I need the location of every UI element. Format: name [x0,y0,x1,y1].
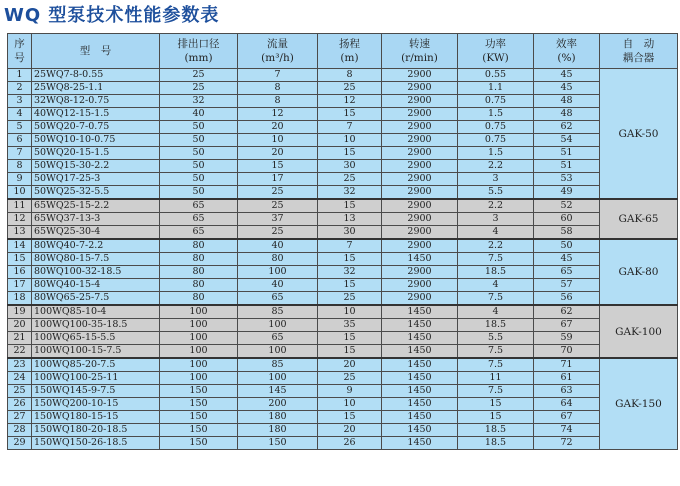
cell-power: 15 [458,398,534,411]
cell-flow: 20 [238,147,318,160]
cell-flow: 20 [238,121,318,134]
coupling-group-cell: GAK-100 [600,305,678,358]
cell-head: 9 [318,385,382,398]
cell-power: 0.55 [458,69,534,82]
cell-power: 1.5 [458,147,534,160]
table-row [8,239,678,253]
cell-outlet: 50 [160,147,238,160]
cell-outlet: 40 [160,108,238,121]
cell-head: 25 [318,292,382,306]
cell-speed: 1450 [382,424,458,437]
cell-flow: 25 [238,199,318,213]
cell-no: 28 [8,424,32,437]
cell-efficiency: 61 [534,372,600,385]
cell-no: 13 [8,226,32,240]
cell-flow: 65 [238,292,318,306]
cell-flow: 8 [238,82,318,95]
cell-model: 150WQ150-26-18.5 [32,437,160,450]
cell-head: 35 [318,319,382,332]
table-row [8,199,678,213]
cell-outlet: 65 [160,213,238,226]
cell-model: 25WQ7-8-0.55 [32,69,160,82]
cell-efficiency: 72 [534,437,600,450]
cell-outlet: 50 [160,173,238,186]
cell-flow: 40 [238,279,318,292]
cell-model: 40WQ12-15-1.5 [32,108,160,121]
cell-model: 50WQ15-30-2.2 [32,160,160,173]
table-row [8,147,678,160]
cell-speed: 2900 [382,147,458,160]
cell-efficiency: 52 [534,199,600,213]
cell-no: 4 [8,108,32,121]
cell-speed: 2900 [382,173,458,186]
cell-efficiency: 74 [534,424,600,437]
cell-outlet: 100 [160,345,238,359]
cell-no: 17 [8,279,32,292]
cell-no: 23 [8,358,32,372]
cell-speed: 2900 [382,199,458,213]
cell-efficiency: 45 [534,69,600,82]
cell-head: 15 [318,332,382,345]
cell-efficiency: 50 [534,239,600,253]
cell-model: 150WQ180-15-15 [32,411,160,424]
cell-speed: 2900 [382,186,458,200]
cell-model: 150WQ180-20-18.5 [32,424,160,437]
cell-head: 10 [318,134,382,147]
table-row [8,292,678,306]
table-row [8,213,678,226]
table-row [8,332,678,345]
cell-head: 15 [318,147,382,160]
cell-power: 18.5 [458,319,534,332]
cell-head: 15 [318,108,382,121]
cell-no: 19 [8,305,32,319]
cell-efficiency: 67 [534,411,600,424]
cell-power: 2.2 [458,239,534,253]
coupling-group-cell: GAK-65 [600,199,678,239]
cell-efficiency: 59 [534,332,600,345]
cell-flow: 12 [238,108,318,121]
cell-model: 100WQ100-25-11 [32,372,160,385]
cell-flow: 200 [238,398,318,411]
table-row [8,266,678,279]
table-row [8,437,678,450]
table-row [8,305,678,319]
cell-speed: 1450 [382,253,458,266]
pump-spec-table [7,33,678,450]
cell-speed: 1450 [382,398,458,411]
cell-efficiency: 48 [534,108,600,121]
cell-model: 50WQ17-25-3 [32,173,160,186]
cell-efficiency: 62 [534,121,600,134]
cell-no: 22 [8,345,32,359]
cell-model: 80WQ80-15-7.5 [32,253,160,266]
cell-outlet: 50 [160,186,238,200]
cell-model: 80WQ100-32-18.5 [32,266,160,279]
cell-flow: 10 [238,134,318,147]
cell-outlet: 80 [160,239,238,253]
cell-head: 26 [318,437,382,450]
cell-outlet: 150 [160,411,238,424]
cell-outlet: 150 [160,398,238,411]
cell-power: 0.75 [458,134,534,147]
header-efficiency: 效率 (%) [534,34,600,69]
cell-speed: 2900 [382,226,458,240]
cell-outlet: 100 [160,372,238,385]
cell-no: 25 [8,385,32,398]
cell-power: 18.5 [458,424,534,437]
header-head: 扬程 (m) [318,34,382,69]
cell-model: 80WQ40-15-4 [32,279,160,292]
cell-no: 2 [8,82,32,95]
cell-efficiency: 54 [534,134,600,147]
cell-head: 25 [318,173,382,186]
cell-flow: 100 [238,319,318,332]
cell-outlet: 80 [160,292,238,306]
cell-outlet: 150 [160,424,238,437]
cell-model: 50WQ25-32-5.5 [32,186,160,200]
cell-flow: 85 [238,305,318,319]
coupling-group-cell: GAK-80 [600,239,678,305]
table-row [8,226,678,240]
cell-head: 15 [318,279,382,292]
cell-efficiency: 57 [534,279,600,292]
cell-efficiency: 49 [534,186,600,200]
cell-model: 100WQ85-10-4 [32,305,160,319]
cell-head: 32 [318,266,382,279]
cell-no: 3 [8,95,32,108]
cell-no: 29 [8,437,32,450]
table-row [8,345,678,359]
header-power: 功率 (KW) [458,34,534,69]
table-row [8,186,678,200]
cell-efficiency: 58 [534,226,600,240]
cell-speed: 2900 [382,213,458,226]
cell-no: 1 [8,69,32,82]
cell-model: 150WQ145-9-7.5 [32,385,160,398]
cell-efficiency: 60 [534,213,600,226]
header-no: 序 号 [8,34,32,69]
cell-speed: 1450 [382,319,458,332]
cell-efficiency: 53 [534,173,600,186]
cell-no: 10 [8,186,32,200]
cell-no: 14 [8,239,32,253]
table-row [8,424,678,437]
cell-head: 32 [318,186,382,200]
cell-model: 25WQ8-25-1.1 [32,82,160,95]
cell-outlet: 150 [160,385,238,398]
cell-flow: 25 [238,186,318,200]
cell-efficiency: 62 [534,305,600,319]
table-row [8,385,678,398]
table-row [8,173,678,186]
table-row [8,319,678,332]
cell-speed: 1450 [382,437,458,450]
cell-model: 100WQ100-15-7.5 [32,345,160,359]
cell-head: 15 [318,199,382,213]
cell-head: 7 [318,239,382,253]
header-speed: 转速 (r/min) [382,34,458,69]
cell-head: 30 [318,226,382,240]
cell-outlet: 100 [160,332,238,345]
cell-power: 5.5 [458,186,534,200]
cell-model: 65WQ25-30-4 [32,226,160,240]
cell-power: 15 [458,411,534,424]
cell-head: 25 [318,82,382,95]
cell-model: 80WQ40-7-2.2 [32,239,160,253]
cell-no: 20 [8,319,32,332]
header-outlet: 排出口径 (mm) [160,34,238,69]
cell-speed: 2900 [382,69,458,82]
cell-no: 7 [8,147,32,160]
cell-flow: 17 [238,173,318,186]
cell-head: 30 [318,160,382,173]
cell-flow: 85 [238,358,318,372]
cell-outlet: 80 [160,279,238,292]
table-row [8,95,678,108]
cell-speed: 1450 [382,411,458,424]
cell-outlet: 32 [160,95,238,108]
cell-head: 25 [318,372,382,385]
cell-outlet: 25 [160,69,238,82]
cell-power: 7.5 [458,385,534,398]
cell-model: 65WQ25-15-2.2 [32,199,160,213]
cell-model: 100WQ85-20-7.5 [32,358,160,372]
cell-speed: 2900 [382,95,458,108]
cell-no: 12 [8,213,32,226]
cell-head: 20 [318,358,382,372]
cell-efficiency: 71 [534,358,600,372]
table-row [8,108,678,121]
cell-no: 24 [8,372,32,385]
cell-speed: 2900 [382,121,458,134]
cell-outlet: 50 [160,121,238,134]
cell-head: 12 [318,95,382,108]
coupling-group-cell: GAK-50 [600,69,678,200]
cell-head: 15 [318,411,382,424]
cell-model: 50WQ20-15-1.5 [32,147,160,160]
table-row [8,121,678,134]
cell-flow: 40 [238,239,318,253]
cell-speed: 1450 [382,385,458,398]
cell-head: 10 [318,398,382,411]
cell-flow: 100 [238,266,318,279]
cell-efficiency: 45 [534,82,600,95]
cell-no: 27 [8,411,32,424]
cell-efficiency: 51 [534,160,600,173]
cell-model: 80WQ65-25-7.5 [32,292,160,306]
cell-head: 7 [318,121,382,134]
cell-speed: 2900 [382,134,458,147]
header-coupling: 自 动 耦合器 [600,34,678,69]
cell-outlet: 100 [160,358,238,372]
cell-speed: 2900 [382,160,458,173]
cell-outlet: 50 [160,134,238,147]
cell-outlet: 80 [160,253,238,266]
coupling-group-cell: GAK-150 [600,358,678,450]
cell-power: 2.2 [458,199,534,213]
cell-model: 100WQ65-15-5.5 [32,332,160,345]
cell-flow: 145 [238,385,318,398]
cell-no: 21 [8,332,32,345]
cell-power: 1.1 [458,82,534,95]
cell-efficiency: 65 [534,266,600,279]
cell-efficiency: 56 [534,292,600,306]
cell-model: 65WQ37-13-3 [32,213,160,226]
cell-flow: 65 [238,332,318,345]
cell-model: 150WQ200-10-15 [32,398,160,411]
table-row [8,160,678,173]
cell-no: 5 [8,121,32,134]
cell-flow: 180 [238,411,318,424]
cell-flow: 100 [238,372,318,385]
cell-speed: 1450 [382,358,458,372]
cell-model: 50WQ20-7-0.75 [32,121,160,134]
cell-power: 7.5 [458,292,534,306]
cell-outlet: 65 [160,226,238,240]
cell-power: 7.5 [458,253,534,266]
cell-speed: 2900 [382,239,458,253]
cell-power: 4 [458,226,534,240]
cell-efficiency: 63 [534,385,600,398]
cell-model: 32WQ8-12-0.75 [32,95,160,108]
table-body [8,69,678,450]
cell-head: 15 [318,345,382,359]
cell-flow: 180 [238,424,318,437]
table-row [8,411,678,424]
cell-model: 100WQ100-35-18.5 [32,319,160,332]
cell-outlet: 150 [160,437,238,450]
cell-outlet: 80 [160,266,238,279]
cell-power: 2.2 [458,160,534,173]
header-flow: 流量 (m³/h) [238,34,318,69]
table-row [8,279,678,292]
cell-no: 6 [8,134,32,147]
cell-outlet: 100 [160,319,238,332]
cell-power: 1.5 [458,108,534,121]
cell-speed: 1450 [382,332,458,345]
header-model: 型 号 [32,34,160,69]
cell-no: 16 [8,266,32,279]
cell-no: 15 [8,253,32,266]
cell-power: 0.75 [458,121,534,134]
cell-no: 9 [8,173,32,186]
cell-head: 10 [318,305,382,319]
cell-power: 11 [458,372,534,385]
cell-power: 4 [458,305,534,319]
cell-flow: 37 [238,213,318,226]
cell-efficiency: 64 [534,398,600,411]
cell-power: 7.5 [458,345,534,359]
table-row [8,358,678,372]
cell-power: 18.5 [458,437,534,450]
cell-head: 8 [318,69,382,82]
cell-flow: 8 [238,95,318,108]
cell-power: 0.75 [458,95,534,108]
cell-model: 50WQ10-10-0.75 [32,134,160,147]
cell-power: 7.5 [458,358,534,372]
cell-flow: 150 [238,437,318,450]
cell-speed: 2900 [382,82,458,95]
cell-flow: 100 [238,345,318,359]
cell-flow: 80 [238,253,318,266]
cell-no: 26 [8,398,32,411]
cell-speed: 2900 [382,279,458,292]
cell-efficiency: 67 [534,319,600,332]
cell-efficiency: 51 [534,147,600,160]
table-row [8,253,678,266]
cell-flow: 7 [238,69,318,82]
table-header-row [8,34,678,69]
cell-outlet: 50 [160,160,238,173]
cell-head: 13 [318,213,382,226]
cell-flow: 25 [238,226,318,240]
cell-outlet: 25 [160,82,238,95]
table-row [8,398,678,411]
cell-efficiency: 48 [534,95,600,108]
cell-speed: 2900 [382,108,458,121]
cell-speed: 1450 [382,345,458,359]
cell-power: 4 [458,279,534,292]
cell-no: 8 [8,160,32,173]
cell-head: 15 [318,253,382,266]
cell-efficiency: 70 [534,345,600,359]
table-row [8,372,678,385]
cell-outlet: 100 [160,305,238,319]
cell-power: 3 [458,173,534,186]
cell-speed: 2900 [382,292,458,306]
cell-efficiency: 45 [534,253,600,266]
table-row [8,69,678,82]
cell-outlet: 65 [160,199,238,213]
cell-speed: 2900 [382,266,458,279]
cell-power: 3 [458,213,534,226]
table-row [8,82,678,95]
cell-flow: 15 [238,160,318,173]
page-title: WQ 型泵技术性能参数表 [4,5,220,26]
cell-speed: 1450 [382,372,458,385]
cell-power: 5.5 [458,332,534,345]
cell-no: 11 [8,199,32,213]
cell-speed: 1450 [382,305,458,319]
table-row [8,134,678,147]
cell-no: 18 [8,292,32,306]
cell-power: 18.5 [458,266,534,279]
cell-head: 20 [318,424,382,437]
